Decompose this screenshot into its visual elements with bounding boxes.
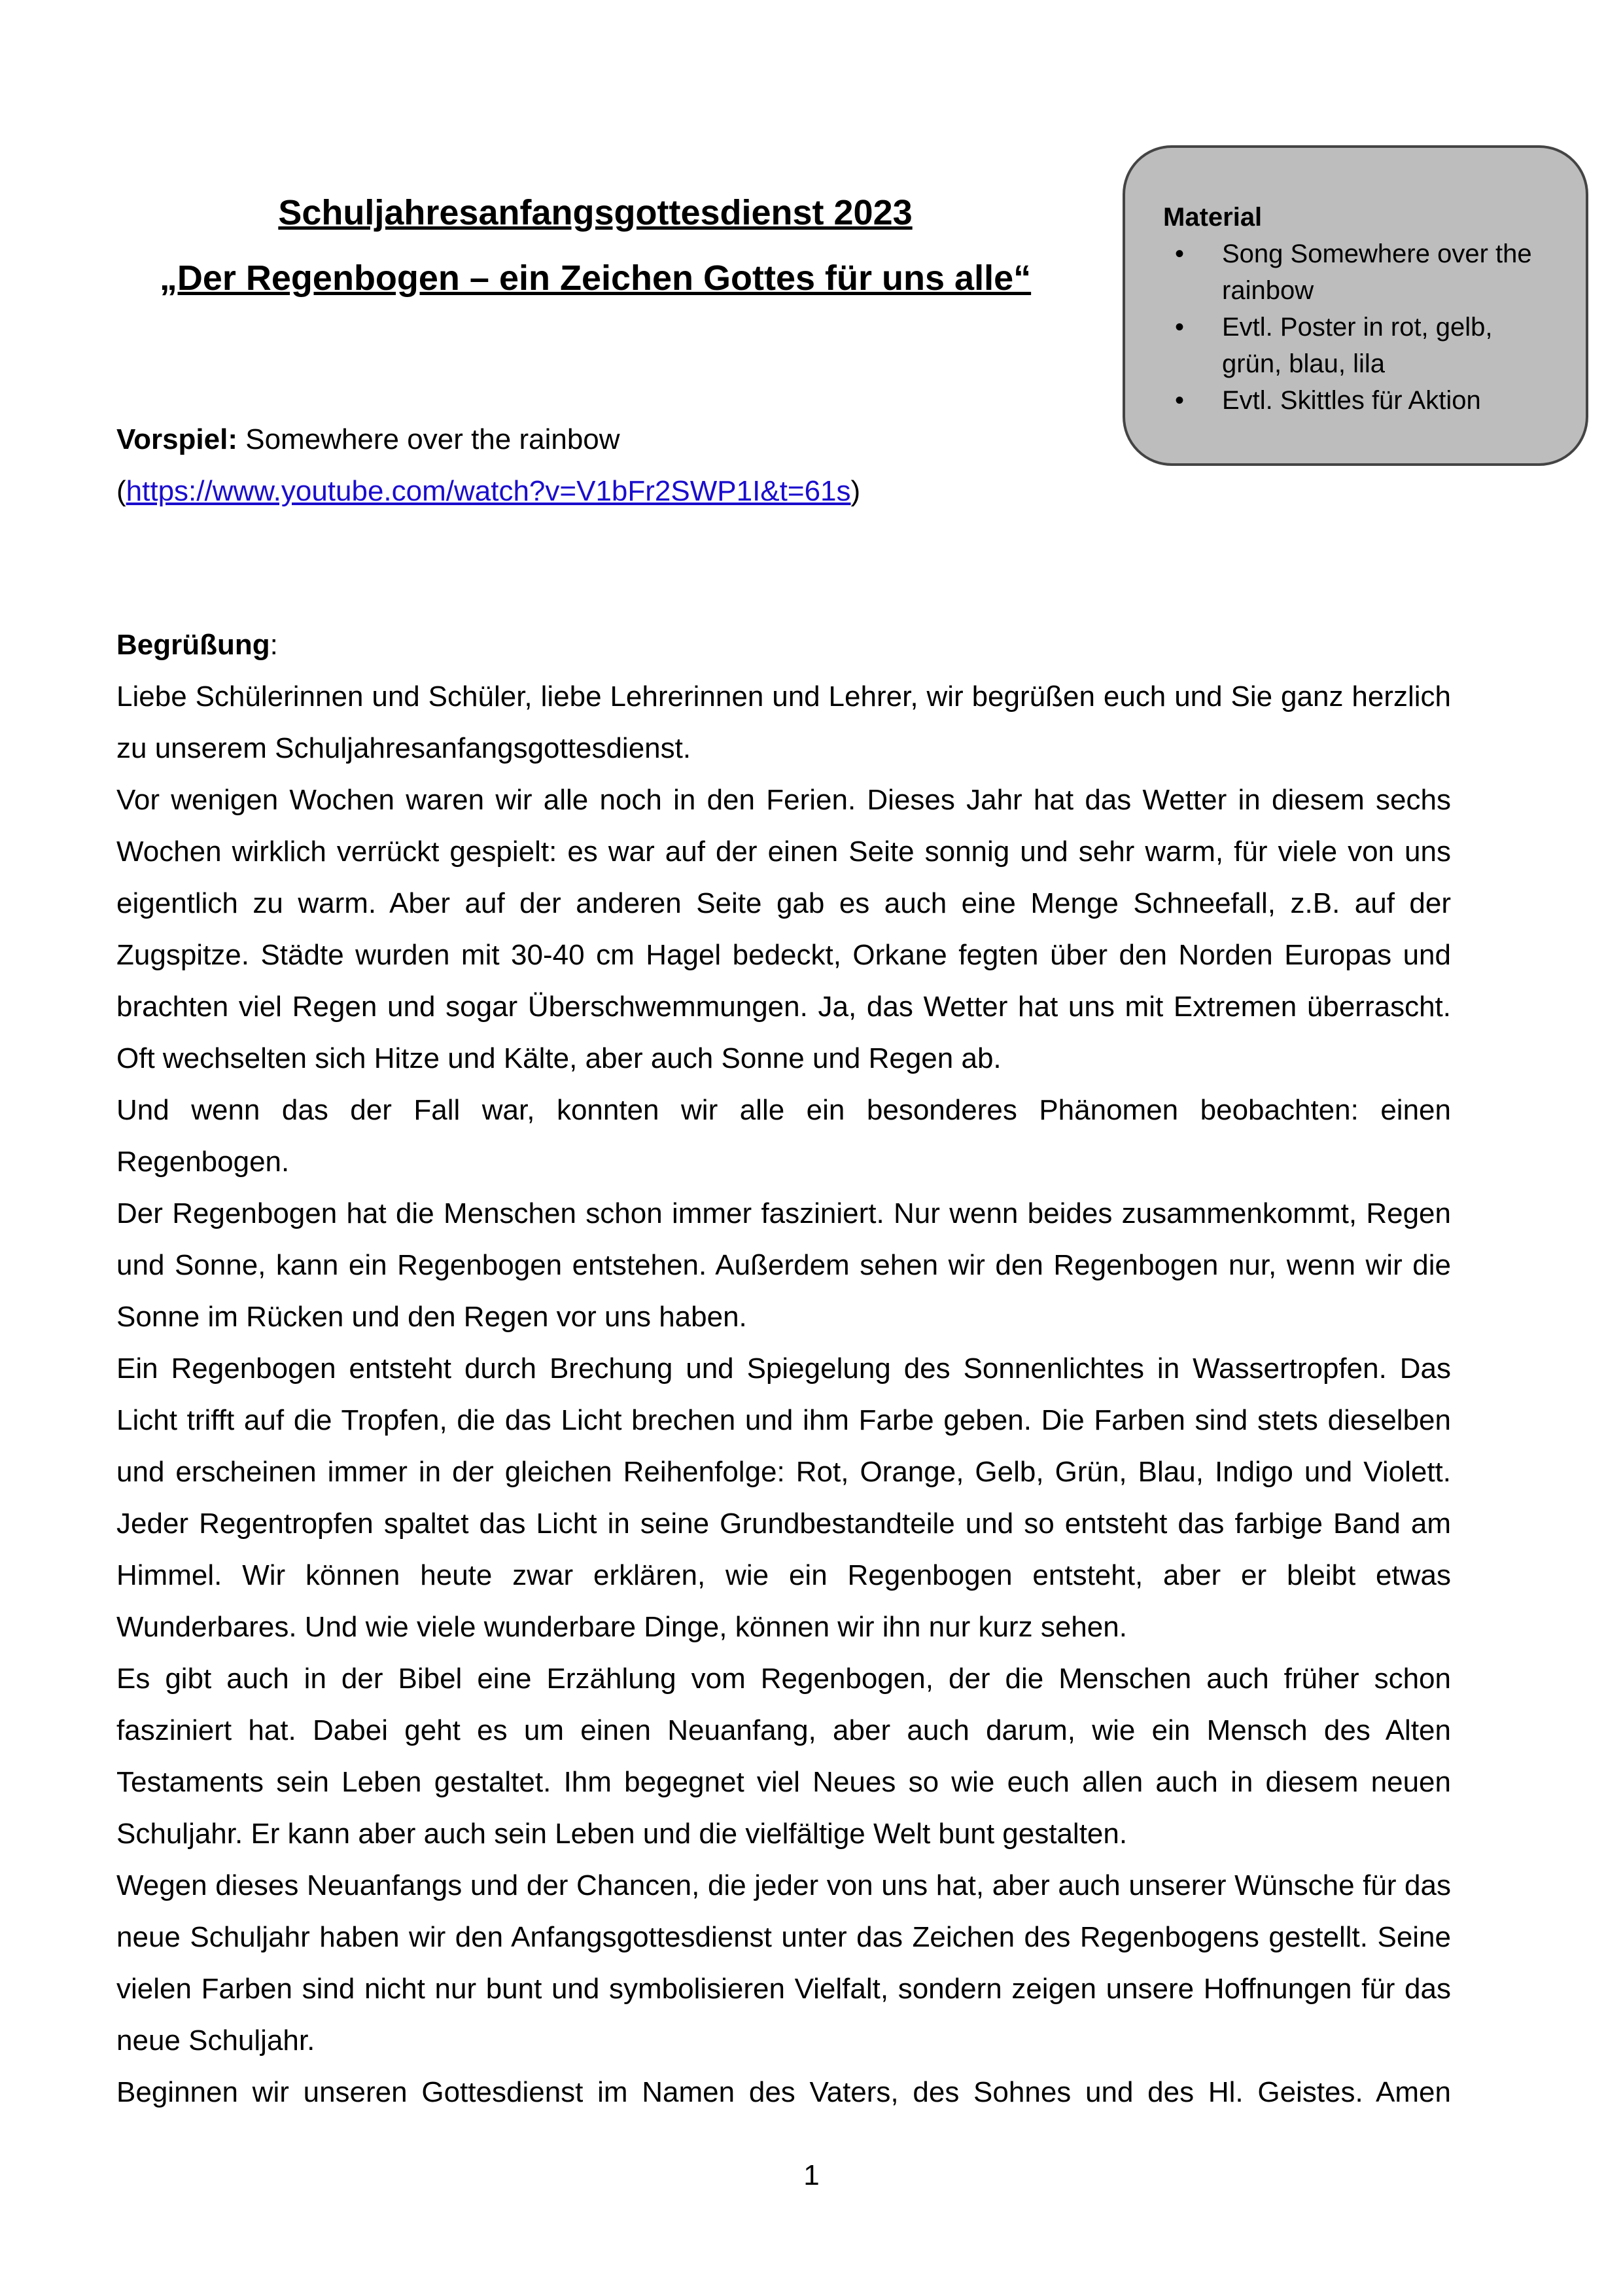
- material-heading: Material: [1163, 203, 1263, 232]
- paragraph: Der Regenbogen hat die Menschen schon immer fasziniert. Nur wenn beides zusammenkommt, Regen und Sonne, kann ein Regenbogen entstehen. Außerdem sehen wir den Regenbogen nur, wenn wir die Sonne im Rücken und den Regen vor uns haben.: [116, 1197, 1451, 1333]
- vorspiel-line: [116, 414, 1451, 465]
- material-item: [1163, 236, 1554, 309]
- paragraph: Liebe Schülerinnen und Schüler, liebe Lehrerinnen und Lehrer, wir begrüßen euch und Sie ganz herzlich zu unserem Schuljahresanfangsgottesdienst.: [116, 680, 1451, 764]
- document-subtitle: „Der Regenbogen – ein Zeichen Gottes für uns alle“: [159, 258, 1032, 298]
- begruessung-section: [116, 619, 1451, 2118]
- vorspiel-section: [116, 414, 1451, 517]
- document-title: Schuljahresanfangsgottesdienst 2023: [278, 193, 913, 232]
- paragraph: Wegen dieses Neuanfangs und der Chancen, die jeder von uns hat, aber auch unserer Wünsche für das neue Schuljahr haben wir den Anfangsgottesdienst unter das Zeichen des Regenbogens gestellt. Seine vielen Farben sind nicht nur bunt und symbolisieren Vielfalt, sondern zeigen unsere Hoffnungen für das neue Schuljahr.: [116, 1869, 1451, 2057]
- bullet-icon: •: [1175, 313, 1185, 342]
- material-item-text: Evtl. Poster in rot, gelb, grün, blau, lila: [1222, 313, 1493, 378]
- vorspiel-label: Vorspiel:: [116, 423, 238, 455]
- begruessung-label: Begrüßung: [116, 629, 270, 661]
- paragraph: Vor wenigen Wochen waren wir alle noch in den Ferien. Dieses Jahr hat das Wetter in diesem sechs Wochen wirklich verrückt gespielt: es war auf der einen Seite sonnig und sehr warm, für viele von uns eigentlich zu warm. Aber auf der anderen Seite gab es auch eine Menge Schneefall, z.B. auf der Zugspitze. Städte wurden mit 30-40 cm Hagel bedeckt, Orkane fegten über den Norden Europas und brachten viel Regen und sogar Überschwemmungen. Ja, das Wetter hat uns mit Extremen überrascht. Oft wechselten sich Hitze und Kälte, aber auch Sonne und Regen ab.: [116, 784, 1451, 1074]
- section-heading: [116, 619, 1451, 671]
- youtube-link[interactable]: https://www.youtube.com/watch?v=V1bFr2SWP1I&t=61s: [126, 475, 851, 507]
- material-item: [1163, 309, 1554, 382]
- paragraph: Und wenn das der Fall war, konnten wir alle ein besonderes Phänomen beobachten: einen Regenbogen.: [116, 1094, 1451, 1178]
- material-item-text: Evtl. Skittles für Aktion: [1222, 386, 1481, 415]
- material-list: [1163, 236, 1554, 419]
- bullet-icon: •: [1175, 386, 1185, 415]
- vorspiel-link-line: [116, 465, 1451, 517]
- paragraph: Ein Regenbogen entsteht durch Brechung und Spiegelung des Sonnenlichtes in Wassertropfen. Das Licht trifft auf die Tropfen, die das Licht brechen und ihm Farbe geben. Die Farben sind stets dieselben und erscheinen immer in der gleichen Reihenfolge: Rot, Orange, Gelb, Grün, Blau, Indigo und Violett. Jeder Regentropfen spaltet das Licht in seine Grundbestandteile und so entsteht das farbige Band am Himmel. Wir können heute zwar erklären, wie ein Regenbogen entsteht, aber er bleibt etwas Wunderbares. Und wie viele wunderbare Dinge, können wir ihn nur kurz sehen.: [116, 1352, 1451, 1643]
- paren-close: ): [850, 475, 861, 507]
- paragraph: Beginnen wir unseren Gottesdienst im Namen des Vaters, des Sohnes und des Hl. Geistes. Amen: [116, 2076, 1451, 2108]
- heading-colon: :: [270, 629, 278, 661]
- bullet-icon: •: [1175, 239, 1185, 268]
- vorspiel-text: Somewhere over the rainbow: [237, 423, 620, 455]
- material-item-text: Song Somewhere over the rainbow: [1222, 239, 1532, 305]
- paren-open: (: [116, 475, 126, 507]
- page-number: 1: [803, 2159, 820, 2191]
- paragraph: Es gibt auch in der Bibel eine Erzählung vom Regenbogen, der die Menschen auch früher schon fasziniert hat. Dabei geht es um einen Neuanfang, aber auch darum, wie ein Mensch des Alten Testaments sein Leben gestaltet. Ihm begegnet viel Neues so wie euch allen auch in diesem neuen Schuljahr. Er kann aber auch sein Leben und die vielfältige Welt bunt gestalten.: [116, 1663, 1451, 1850]
